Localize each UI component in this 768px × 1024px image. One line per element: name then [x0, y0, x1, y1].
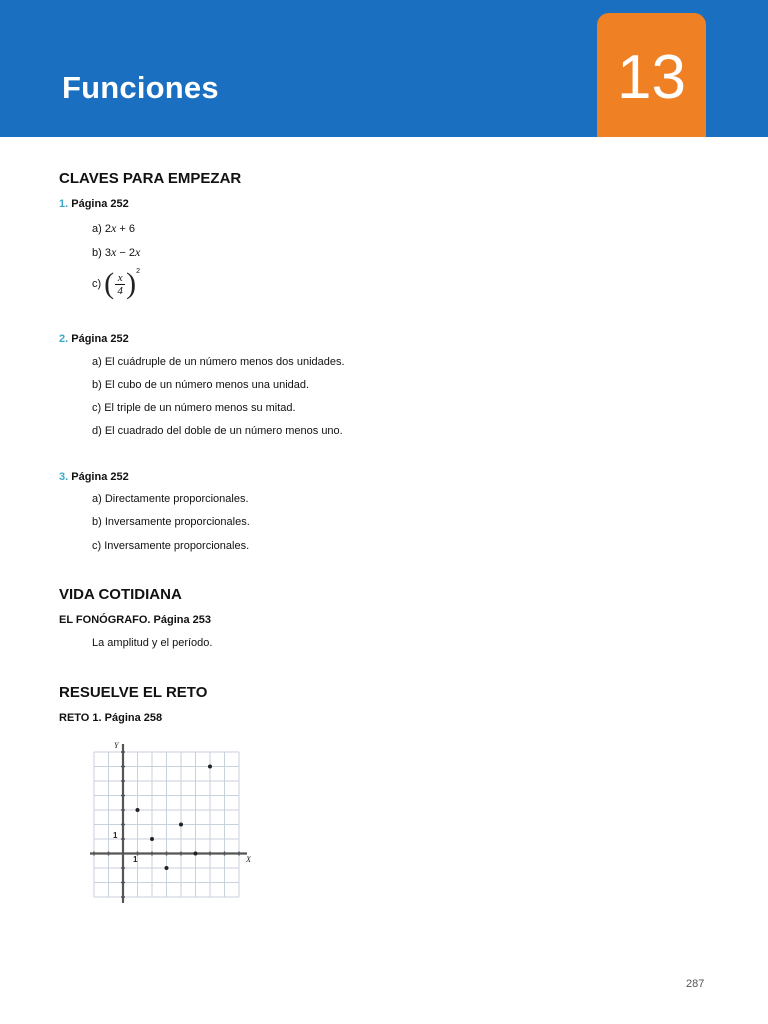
exercise-3-answer-c: c) Inversamente proporcionales. — [92, 540, 250, 552]
right-paren: ) — [126, 267, 137, 300]
chapter-number: 13 — [617, 43, 686, 112]
graph-point — [150, 837, 154, 841]
exercise-1-page: Página 252 — [71, 198, 129, 210]
exercise-3-answer-b: b) Inversamente proporcionales. — [92, 516, 250, 528]
x-axis-label: X — [246, 855, 251, 864]
exercise-1-answer-a: a) 2x + 6 — [92, 221, 135, 235]
y-unit-label: 1 — [113, 831, 118, 840]
exercise-3-answer-a: a) Directamente proporcionales. — [92, 493, 249, 505]
expression-a: 2x + 6 — [104, 221, 135, 235]
graph-point — [194, 852, 198, 856]
graph-grid — [94, 752, 239, 897]
exercise-1-heading — [59, 198, 129, 210]
graph-axes — [90, 744, 247, 903]
chapter-title: Funciones — [62, 70, 219, 105]
expression-b: 3x − 2x — [104, 245, 141, 259]
exercise-2-answer-b: b) El cubo de un número menos una unidad. — [92, 379, 310, 391]
section-heading-reto: RESUELVE EL RETO — [59, 684, 208, 701]
graph-point — [136, 808, 140, 812]
graph-point — [179, 823, 183, 827]
x-unit-label: 1 — [133, 855, 138, 864]
y-axis-label: Y — [114, 741, 119, 750]
left-paren: ( — [104, 267, 115, 300]
reto-subheading: RETO 1. Página 258 — [59, 712, 163, 724]
exercise-2-heading: 2. Página 252 — [59, 333, 129, 345]
vida-subheading: EL FONÓGRAFO. Página 253 — [59, 614, 211, 626]
exercise-2-answer-d: d) El cuadrado del doble de un número menos uno. — [92, 425, 343, 437]
exercise-2-answer-a: a) El cuádruple de un número menos dos unidades. — [92, 356, 345, 368]
graph-point — [208, 765, 212, 769]
graph-point — [165, 866, 169, 870]
section-heading-claves: CLAVES PARA EMPEZAR — [59, 170, 242, 187]
section-heading-vida: VIDA COTIDIANA — [59, 586, 182, 603]
exercise-1-answer-c: c) ( $\frac{x}{4}$ ) 2 — [92, 267, 141, 300]
fraction: $\frac{x}{4}$ — [115, 272, 125, 297]
exercise-1-number: 1. — [59, 198, 69, 210]
chapter-number-tab — [597, 13, 706, 137]
vida-answer: La amplitud y el período. — [92, 637, 213, 649]
page-number: 287 — [686, 978, 705, 990]
coordinate-graph — [88, 738, 258, 903]
exercise-1-answer-b: b) 3x − 2x — [92, 245, 141, 259]
exercise-3-heading: 3. Página 252 — [59, 471, 129, 483]
exponent: 2 — [136, 268, 141, 275]
exercise-2-answer-c: c) El triple de un número menos su mitad. — [92, 402, 296, 414]
